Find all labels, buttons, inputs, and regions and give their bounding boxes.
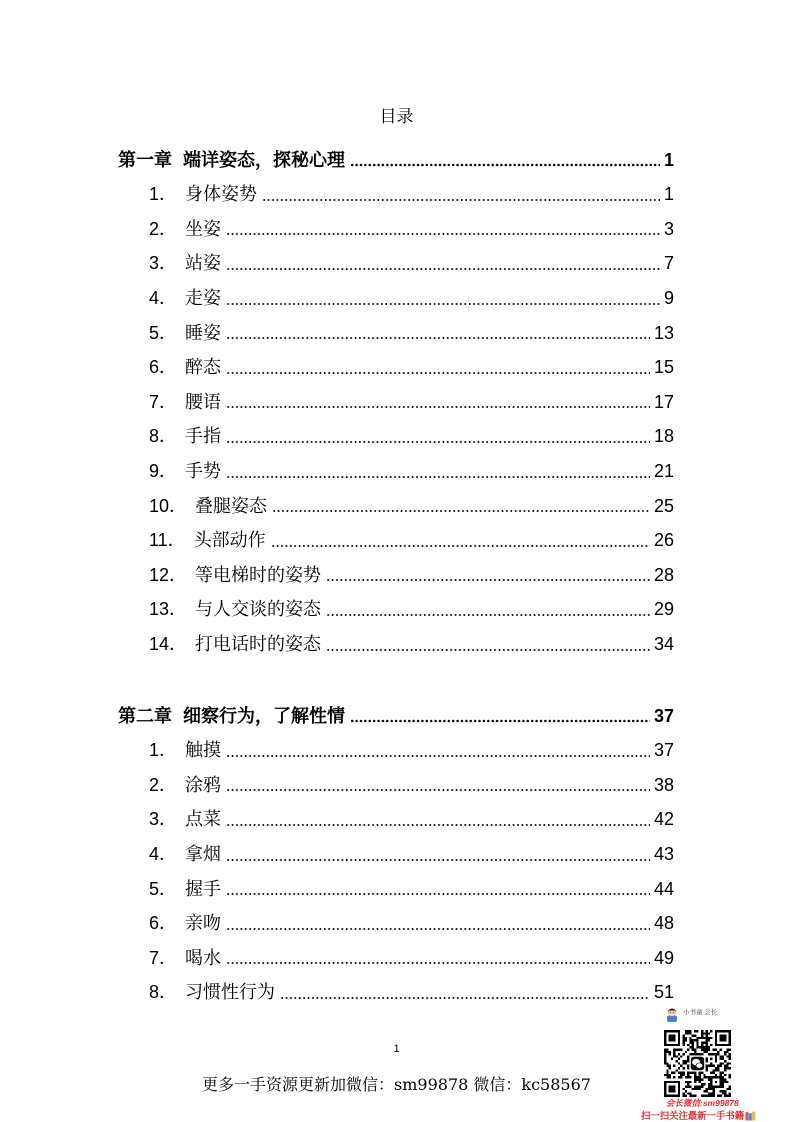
- toc-entry-title: 坐姿: [185, 218, 222, 239]
- toc-entry-title: 握手: [185, 878, 222, 899]
- toc-entry-number: 7．: [149, 947, 178, 968]
- toc-page-number: 29: [653, 599, 674, 620]
- toc-dot-leader: [226, 906, 650, 941]
- toc-entry-title: 亲吻: [185, 913, 222, 934]
- toc-entry-title: 身体姿势: [185, 184, 258, 205]
- toc-entry-title: 醉态: [185, 357, 222, 378]
- toc-dot-leader: [226, 350, 650, 385]
- toc-page-number: 43: [653, 843, 674, 864]
- toc-entry-title: 触摸: [185, 740, 222, 761]
- toc-entry[interactable]: [118, 906, 674, 941]
- toc-dot-leader: [226, 419, 650, 454]
- toc-page-number: 21: [653, 461, 674, 482]
- toc-page-number: 34: [653, 634, 674, 654]
- promo-footer-text: 更多一手资源更新加微信：sm99878 微信：kc58567: [202, 1075, 591, 1094]
- toc-page-number: 51: [653, 982, 674, 1003]
- toc-page-number: 3: [663, 218, 674, 239]
- toc-dot-leader: [226, 768, 650, 803]
- toc-page-number: 37: [653, 705, 674, 726]
- toc-entry-title: 睡姿: [185, 322, 222, 343]
- toc-entry-number: 2．: [149, 774, 178, 795]
- toc-page-number: 1: [663, 149, 674, 170]
- toc-entry-number: 2．: [149, 218, 178, 239]
- toc-dot-leader: [226, 872, 650, 907]
- toc-dot-leader: [350, 699, 650, 734]
- qr-badge: [640, 1003, 758, 1122]
- toc-entry-title: 站姿: [185, 253, 222, 274]
- wechat-logo-icon: [689, 1055, 705, 1071]
- toc-entry-number: 13．: [149, 599, 188, 620]
- toc-entry-number: 3．: [149, 253, 178, 274]
- toc-dot-leader: [262, 177, 660, 212]
- toc-page-number: 49: [653, 947, 674, 968]
- toc-page-number: 1: [663, 184, 674, 205]
- toc-page-number: 18: [653, 426, 674, 447]
- toc-entry[interactable]: [118, 558, 674, 593]
- toc-dot-leader: [272, 489, 650, 524]
- toc-entry[interactable]: [118, 419, 674, 454]
- toc-entry-number: 5．: [149, 878, 178, 899]
- scan-follow-line: [641, 1111, 756, 1121]
- toc-entry-number: 7．: [149, 391, 178, 412]
- toc-entry-title: 手势: [185, 461, 222, 482]
- toc-entry-number: 8．: [149, 426, 178, 447]
- toc-dot-leader: [326, 627, 650, 662]
- toc-dot-leader: [226, 385, 650, 420]
- toc-page-number: 44: [653, 878, 674, 899]
- toc-chapter-title: 第二章 细察行为，了解性情: [118, 705, 345, 726]
- toc-dot-leader: [226, 212, 660, 247]
- toc-entry[interactable]: [118, 316, 674, 351]
- toc-page-number: 37: [653, 740, 674, 761]
- toc-entry[interactable]: [118, 489, 674, 524]
- toc-entry-number: 9．: [149, 461, 178, 482]
- toc-entry-number: 11．: [149, 530, 186, 551]
- toc-page-number: 17: [653, 391, 674, 412]
- toc-dot-leader: [226, 454, 650, 489]
- toc-entry[interactable]: [118, 802, 674, 837]
- table-of-contents: [118, 143, 674, 1010]
- toc-entry-number: 10．: [149, 495, 188, 516]
- toc-entry[interactable]: [118, 975, 674, 1010]
- toc-page-number: 9: [663, 288, 674, 309]
- toc-title: 目录: [379, 107, 414, 126]
- toc-entry[interactable]: [118, 837, 674, 872]
- toc-entry-title: 习惯性行为: [185, 982, 276, 1003]
- toc-entry[interactable]: [118, 733, 674, 768]
- toc-page-number: 15: [653, 357, 674, 378]
- toc-page-number: 48: [653, 913, 674, 934]
- qr-alignment-pattern: [710, 1076, 722, 1088]
- toc-entry-title: 涂鸦: [185, 774, 222, 795]
- toc-entry-number: 5．: [149, 322, 178, 343]
- toc-entry-number: 4．: [149, 288, 178, 309]
- toc-entry[interactable]: [118, 246, 674, 281]
- toc-entry-title: 叠腿姿态: [195, 495, 268, 516]
- toc-dot-leader: [271, 523, 650, 558]
- toc-page-number: 13: [653, 322, 674, 343]
- toc-entry-title: 等电梯时的姿势: [195, 564, 322, 585]
- toc-page-number: 38: [653, 774, 674, 795]
- toc-page-number: 42: [653, 809, 674, 830]
- toc-dot-leader: [350, 143, 660, 178]
- toc-entry[interactable]: [118, 454, 674, 489]
- toc-dot-leader: [326, 592, 650, 627]
- qr-code: [664, 1030, 731, 1097]
- qr-brand-label: 小书童 会长: [683, 1009, 718, 1016]
- toc-entry-title: 腰语: [185, 391, 222, 412]
- toc-entry-title: 点菜: [185, 809, 222, 830]
- toc-entry-title: 走姿: [185, 288, 222, 309]
- toc-page-number: 7: [663, 253, 674, 274]
- toc-dot-leader: [226, 733, 650, 768]
- toc-page-number: 26: [653, 530, 674, 551]
- toc-dot-leader: [226, 281, 660, 316]
- wechat-contact-label: 会长微信:sm99878: [666, 1098, 739, 1108]
- toc-dot-leader: [226, 941, 650, 976]
- chapter-spacer: [118, 662, 674, 699]
- toc-entry[interactable]: [118, 941, 674, 976]
- toc-entry-title: 打电话时的姿态: [195, 634, 322, 654]
- toc-entry-title: 头部动作: [193, 530, 266, 551]
- cartoon-avatar-icon: [665, 1006, 679, 1022]
- books-icon: [745, 1111, 756, 1121]
- toc-entry-title: 手指: [185, 426, 222, 447]
- toc-entry-number: 6．: [149, 357, 178, 378]
- page-number: 1: [393, 1043, 400, 1055]
- toc-entry-number: 14．: [149, 634, 188, 654]
- toc-entry[interactable]: [118, 281, 674, 316]
- toc-chapter-heading[interactable]: [118, 143, 674, 178]
- toc-dot-leader: [226, 316, 650, 351]
- toc-dot-leader: [226, 246, 660, 281]
- toc-entry-number: 8．: [149, 982, 178, 1003]
- toc-entry-number: 6．: [149, 913, 178, 934]
- toc-entry[interactable]: [118, 177, 674, 212]
- toc-entry[interactable]: [118, 627, 674, 662]
- toc-dot-leader: [280, 975, 650, 1010]
- toc-entry-number: 1．: [149, 740, 178, 761]
- toc-dot-leader: [326, 558, 650, 593]
- toc-chapter-title: 第一章 端详姿态，探秘心理: [118, 149, 345, 170]
- toc-entry-title: 喝水: [185, 947, 222, 968]
- toc-entry[interactable]: [118, 350, 674, 385]
- toc-entry-number: 12．: [149, 564, 188, 585]
- toc-dot-leader: [226, 837, 650, 872]
- toc-entry[interactable]: [118, 523, 674, 558]
- toc-entry[interactable]: [118, 592, 674, 627]
- toc-page-number: 28: [653, 564, 674, 585]
- toc-entry-number: 4．: [149, 843, 178, 864]
- toc-dot-leader: [226, 802, 650, 837]
- toc-chapter-heading[interactable]: [118, 699, 674, 734]
- toc-entry[interactable]: [118, 385, 674, 420]
- scan-follow-label: 扫一扫关注最新一手书籍: [641, 1110, 745, 1121]
- toc-page-number: 25: [653, 495, 674, 516]
- toc-entry-title: 与人交谈的姿态: [195, 599, 322, 620]
- toc-entry[interactable]: [118, 212, 674, 247]
- toc-entry[interactable]: [118, 768, 674, 803]
- toc-entry-number: 1．: [149, 184, 178, 205]
- toc-entry-number: 3．: [149, 809, 178, 830]
- toc-entry[interactable]: [118, 872, 674, 907]
- toc-entry-title: 拿烟: [185, 843, 222, 864]
